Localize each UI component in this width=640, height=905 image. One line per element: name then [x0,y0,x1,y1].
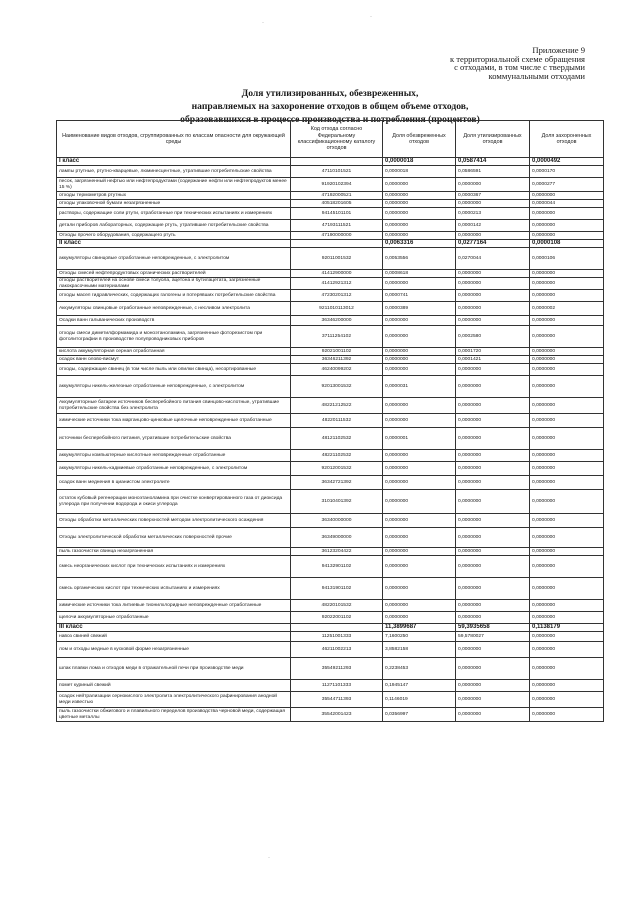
cell-utilized: 0,0000000 [456,364,530,376]
cell-buried: 0,0000000 [530,290,604,302]
cell-utilized: 0,0000000 [456,462,530,476]
cell-buried: 0,0000000 [530,632,604,642]
cell-name: II класс [57,240,291,248]
cell-neutralized: 3,8582158 [383,642,456,658]
cell-neutralized: 0,0000000 [383,612,456,624]
header-neutralized: Доля обезвреженных отходов [383,121,456,158]
cell-name: остаток кубовый регенерации моноэтаноламина при очистке конвертированного газа от диоксида углерода при получении водорода и окиси углерода [57,490,291,514]
appendix-line: коммунальными отходами [488,70,585,81]
cell-neutralized: 0,0000000 [383,278,456,290]
cell-buried: 0,0000492 [530,158,604,166]
cell-buried: 0,0000000 [530,600,604,612]
table-row [57,302,604,316]
cell-name: отходы, содержащие свинец (в том числе пыль или опилки свинца), несортированные [57,364,291,376]
cell-buried: 0,0000000 [530,578,604,600]
cell-utilized: 0,0000000 [456,680,530,692]
cell-neutralized: 0,1146019 [383,692,456,708]
table-row [57,414,604,428]
cell-code: 35549211293 [291,658,383,680]
cell-neutralized: 0,0000000 [383,528,456,548]
table-row [57,220,604,232]
cell-buried: 0,0000000 [530,476,604,490]
cell-code: 11271101333 [291,680,383,692]
cell-utilized: 0,0000000 [456,178,530,192]
cell-code: 41412900000 [291,270,383,278]
cell-neutralized: 0,0000000 [383,450,456,462]
cell-code: 36346200000 [291,316,383,326]
cell-buried: 0,0000000 [530,414,604,428]
cell-buried: 0,0000170 [530,166,604,178]
cell-code: 36349000000 [291,528,383,548]
table-row [57,548,604,556]
cell-neutralized: 0,0000000 [383,348,456,356]
cell-utilized: 0,0587414 [456,158,530,166]
cell-code [291,624,383,632]
cell-code: 47192000521 [291,192,383,200]
hazard-class-row [57,624,604,632]
cell-utilized: 0,0002580 [456,326,530,348]
cell-name: аккумуляторы компьютерные кислотные неповрежденные отработанные [57,450,291,462]
cell-utilized: 0,0000000 [456,376,530,398]
cell-name: пыль газоочистки обжигового и плавильного переделов производства черновой меди, содержащая цветные металлы [57,708,291,722]
cell-neutralized: 0,0000000 [383,514,456,528]
cell-neutralized: 0,0000000 [383,490,456,514]
cell-neutralized: 0,0000000 [383,200,456,208]
cell-neutralized: 0,0008618 [383,270,456,278]
cell-utilized: 59,3935658 [456,624,530,632]
cell-code: 46240099202 [291,364,383,376]
cell-utilized: 0,0000000 [456,232,530,240]
cell-neutralized: 0,0000000 [383,356,456,364]
cell-name: аккумуляторы никель-железные отработанные неповрежденные, с электролитом [57,376,291,398]
cell-buried: 0,0000000 [530,192,604,200]
cell-name: кислота аккумуляторная серная отработанная [57,348,291,356]
table-header-row [57,121,604,158]
cell-buried: 0,0000000 [530,316,604,326]
cell-neutralized: 7,1600250 [383,632,456,642]
header-utilized: Доля утилизированных отходов [456,121,530,158]
cell-buried: 0,0000000 [530,208,604,220]
scan-speck: · [370,14,372,20]
cell-neutralized: 11,3899687 [383,624,456,632]
cell-utilized: 0,0000000 [456,578,530,600]
table-row [57,356,604,364]
cell-neutralized: 0,0000018 [383,166,456,178]
hazard-class-row [57,240,604,248]
cell-utilized: 0,0000000 [456,414,530,428]
cell-utilized: 0,0000000 [456,278,530,290]
cell-utilized: 0,0000000 [456,708,530,722]
cell-code: 36340000000 [291,514,383,528]
cell-neutralized: 0,0000000 [383,462,456,476]
cell-code: 35542001423 [291,708,383,722]
table-row [57,680,604,692]
cell-code: 92011001532 [291,248,383,270]
cell-buried: 0,0000000 [530,658,604,680]
cell-code: 36346211392 [291,356,383,364]
table-row [57,248,604,270]
cell-code: 92021001102 [291,348,383,356]
cell-name: I класс [57,158,291,166]
header-buried: Доля захороненных отходов [530,121,604,158]
cell-code: 92012001532 [291,462,383,476]
cell-code: 35544711393 [291,692,383,708]
cell-neutralized: 0,0000000 [383,364,456,376]
cell-utilized: 0,0001421 [456,356,530,364]
table-row [57,290,604,302]
cell-buried: 0,0000000 [530,692,604,708]
hazard-class-row [57,158,604,166]
appendix-line: с отходами, в том числе с твердыми [454,62,585,73]
cell-utilized: 0,0000000 [456,200,530,208]
cell-utilized: 0,0000367 [456,192,530,200]
title-line: Доля утилизированных, обезвреженных, [241,88,419,99]
cell-neutralized: 0,0000389 [383,302,456,316]
cell-buried: 0,0000000 [530,548,604,556]
cell-buried: 0,0000000 [530,356,604,364]
table-row [57,208,604,220]
cell-neutralized: 0,0000000 [383,556,456,578]
cell-buried: 0,0000108 [530,240,604,248]
cell-buried: 0,0000106 [530,248,604,270]
table-row [57,398,604,414]
cell-neutralized: 0,0000000 [383,208,456,220]
cell-buried: 0,0000000 [530,556,604,578]
cell-name: Аккумуляторы свинцовые отработанные неповрежденные, с несливом электролита [57,302,291,316]
cell-name: детали приборов лабораторных, содержащие ртуть, утратившие потребительские свойства [57,220,291,232]
cell-buried: 0,0000000 [530,364,604,376]
table-row [57,200,604,208]
table-row [57,642,604,658]
title-line: образовавшихся в процессе производства и потребления (процентов) [180,114,480,125]
cell-neutralized: 0,0000000 [383,476,456,490]
table-row [57,376,604,398]
table-row [57,692,604,708]
cell-utilized: 0,0000000 [456,290,530,302]
cell-name: Осадки ванн гальванических производств [57,316,291,326]
cell-code: 48221102532 [291,450,383,462]
cell-code: 92013001532 [291,376,383,398]
table-row [57,364,604,376]
cell-code [291,240,383,248]
table-row [57,556,604,578]
cell-utilized: 0,0000000 [456,612,530,624]
cell-buried: 0,0000000 [530,270,604,278]
cell-buried: 0,1138179 [530,624,604,632]
cell-utilized: 0,0000000 [456,428,530,450]
cell-utilized: 0,0000000 [456,658,530,680]
cell-utilized: 0,0000000 [456,450,530,462]
cell-name: отходы смеси диметилформамида и моноэтаноламина, загрязненные фоторезистом при фотолитографии в производстве полупроводниковых приборов [57,326,291,348]
cell-name: Отходы прочего оборудования, содержащего ртуть [57,232,291,240]
cell-utilized: 0,0000000 [456,316,530,326]
cell-code: 48220111532 [291,414,383,428]
table-row [57,326,604,348]
cell-name: Отходы электролитической обработки металлических поверхностей прочие [57,528,291,548]
cell-neutralized: 0,1945147 [383,680,456,692]
cell-buried: 0,0000000 [530,528,604,548]
table-row [57,278,604,290]
title-line: направляемых на захоронение отходов в общем объеме отходов, [191,101,469,112]
cell-name: пыль газоочистки свинца незагрязненная [57,548,291,556]
cell-buried: 0,0000000 [530,462,604,476]
cell-buried: 0,0000000 [530,514,604,528]
cell-utilized: 0,0000000 [456,514,530,528]
cell-name: химические источники тока марганцово-цинковые щелочные неповрежденные отработанные [57,414,291,428]
cell-utilized: 0,0000000 [456,642,530,658]
cell-utilized: 0,0000000 [456,476,530,490]
cell-buried: 0,0000000 [530,642,604,658]
cell-code: 91920102394 [291,178,383,192]
appendix-note [365,46,585,80]
cell-name: навоз свиней свежий [57,632,291,642]
cell-name: шлак плавки лома и отходов меди в отражательной печи при производстве меди [57,658,291,680]
table-row [57,658,604,680]
cell-utilized: 0,0000000 [456,270,530,278]
cell-code: 46211002213 [291,642,383,658]
cell-buried: 0,0000277 [530,178,604,192]
cell-buried: 0,0000000 [530,398,604,414]
cell-neutralized: 0,2238453 [383,658,456,680]
cell-code: 48221212522 [291,398,383,414]
cell-name: помет куриный свежий [57,680,291,692]
cell-code: 47193111521 [291,220,383,232]
cell-name: отходы термометров ртутных [57,192,291,200]
cell-name: отходы масел гидравлических, содержащих галогены и потерявших потребительские свойства [57,290,291,302]
table-row [57,632,604,642]
cell-neutralized: 0,0000000 [383,232,456,240]
table-row [57,270,604,278]
cell-name: отходы упаковочной бумаги незагрязненные [57,200,291,208]
cell-neutralized: 0,0000000 [383,600,456,612]
cell-name: смесь органических кислот при технических испытаниях и измерениях [57,578,291,600]
cell-code: 47110101521 [291,166,383,178]
cell-neutralized: 0,0000000 [383,414,456,428]
cell-name: аккумуляторы никель-кадмиевые отработанные неповрежденные, с электролитом [57,462,291,476]
cell-utilized: 0,0000000 [456,302,530,316]
cell-utilized: 0,0001720 [456,348,530,356]
cell-neutralized: 0,0000000 [383,326,456,348]
cell-code: 36342721392 [291,476,383,490]
cell-code: 47230201312 [291,290,383,302]
table-row [57,578,604,600]
cell-utilized: 0,0000000 [456,490,530,514]
cell-code: 36123204422 [291,548,383,556]
cell-code: 31010401392 [291,490,383,514]
cell-buried: 0,0000000 [530,680,604,692]
table-row [57,232,604,240]
cell-buried: 0,0000000 [530,490,604,514]
cell-neutralized: 0,0000000 [383,548,456,556]
cell-neutralized: 0,0356997 [383,708,456,722]
cell-name: источники бесперебойного питания, утратившие потребительские свойства [57,428,291,450]
cell-buried: 0,0000044 [530,200,604,208]
table-row [57,166,604,178]
table-row [57,514,604,528]
table-row [57,528,604,548]
appendix-line: к территориальной схеме обращения [449,53,585,64]
cell-utilized: 59,5780027 [456,632,530,642]
cell-name: растворы, содержащие соли ртути, отработанные при технических испытаниях и измерениях [57,208,291,220]
cell-buried: 0,0000000 [530,348,604,356]
table-row [57,462,604,476]
cell-buried: 0,0000000 [530,450,604,462]
table-row [57,476,604,490]
cell-neutralized: 0,0000000 [383,398,456,414]
cell-buried: 0,0000000 [530,232,604,240]
cell-buried: 0,0000000 [530,220,604,232]
cell-code [291,158,383,166]
cell-buried: 0,0000000 [530,708,604,722]
cell-utilized: 0,0000000 [456,528,530,548]
table-row [57,316,604,326]
cell-code: 48121102532 [291,428,383,450]
cell-neutralized: 0,0000741 [383,290,456,302]
cell-utilized: 0,0277164 [456,240,530,248]
cell-neutralized: 0,0053556 [383,248,456,270]
cell-name: Отходы обработки металлических поверхностей методом электролитического осаждения [57,514,291,528]
table-row [57,490,604,514]
cell-name: лампы ртутные, ртутно-кварцевые, люминесцентные, утратившие потребительские свойства [57,166,291,178]
cell-name: щелочи аккумуляторные отработанные [57,612,291,624]
cell-name: лом и отходы медные в кусковой форме незагрязненные [57,642,291,658]
cell-neutralized: 0,0000000 [383,192,456,200]
cell-neutralized: 0,0000000 [383,578,456,600]
cell-code: 94145101101 [291,208,383,220]
waste-table [56,120,604,722]
cell-neutralized: 0,0000031 [383,376,456,398]
table-row [57,450,604,462]
cell-code: 11251001333 [291,632,383,642]
cell-code: 41412921312 [291,278,383,290]
cell-utilized: 0,0000000 [456,692,530,708]
cell-name: аккумуляторы свинцовые отработанные неповрежденные, с электролитом [57,248,291,270]
cell-name: осадок нейтрализации сернокислого электролита электролитического рафинирования анодной меди известью [57,692,291,708]
cell-code: 94131901102 [291,578,383,600]
cell-name: смесь неорганических кислот при технических испытаниях и измерениях [57,556,291,578]
table-row [57,192,604,200]
cell-name: III класс [57,624,291,632]
cell-code: 9211010113012 [291,302,383,316]
table-row [57,178,604,192]
cell-name: осадок ванн меднения в цианистом электролите [57,476,291,490]
table-row [57,428,604,450]
cell-utilized: 0,0000000 [456,556,530,578]
cell-buried: 0,0000000 [530,612,604,624]
cell-buried: 0,0000000 [530,428,604,450]
cell-buried: 0,0000002 [530,302,604,316]
table-row [57,600,604,612]
cell-neutralized: 0,0000000 [383,220,456,232]
cell-buried: 0,0000000 [530,326,604,348]
cell-name: Отходы смесей нефтепродуктовых органических растворителей [57,270,291,278]
cell-utilized: 0,0000000 [456,600,530,612]
cell-code: 48220101532 [291,600,383,612]
cell-utilized: 0,0000000 [456,548,530,556]
table-row [57,708,604,722]
cell-neutralized: 0,0000018 [383,158,456,166]
header-name: Наименование видов отходов, сгруппированных по классам опасности для окружающей среды [57,121,291,158]
cell-code: 47190000000 [291,232,383,240]
cell-name: отходы растворителей на основе смеси толуола, ацетона и бутилацетата, загрязненные лакокрасочными материалами [57,278,291,290]
cell-code: 94132901102 [291,556,383,578]
cell-utilized: 0,0000000 [456,398,530,414]
cell-name: Аккумуляторные батареи источников бесперебойного питания свинцово-кислотные, утратившие потребительские свойства без электролита [57,398,291,414]
table-row [57,348,604,356]
cell-code: 40518201605 [291,200,383,208]
cell-neutralized: 0,0063316 [383,240,456,248]
cell-name: химические источники тока литиевые тионилхлоридные неповрежденные отработанные [57,600,291,612]
cell-utilized: 0,0586591 [456,166,530,178]
cell-utilized: 0,0270044 [456,248,530,270]
cell-name: осадок ванн олово-висмут [57,356,291,364]
cell-utilized: 0,0000142 [456,220,530,232]
cell-neutralized: 0,0000000 [383,178,456,192]
scan-speck: · [262,20,264,26]
appendix-line: Приложение 9 [532,45,585,55]
cell-code: 37111254102 [291,326,383,348]
cell-neutralized: 0,0000001 [383,428,456,450]
cell-utilized: 0,0000213 [456,208,530,220]
cell-buried: 0,0000000 [530,376,604,398]
cell-name: песок, загрязненный нефтью или нефтепродуктами (содержание нефти или нефтепродуктов менее 15 %) [57,178,291,192]
cell-code: 92022001102 [291,612,383,624]
cell-neutralized: 0,0000000 [383,316,456,326]
scan-speck: · [268,855,270,861]
cell-buried: 0,0000000 [530,278,604,290]
table-row [57,612,604,624]
header-code: Код отхода согласно Федеральному классификационному каталогу отходов [291,121,383,158]
